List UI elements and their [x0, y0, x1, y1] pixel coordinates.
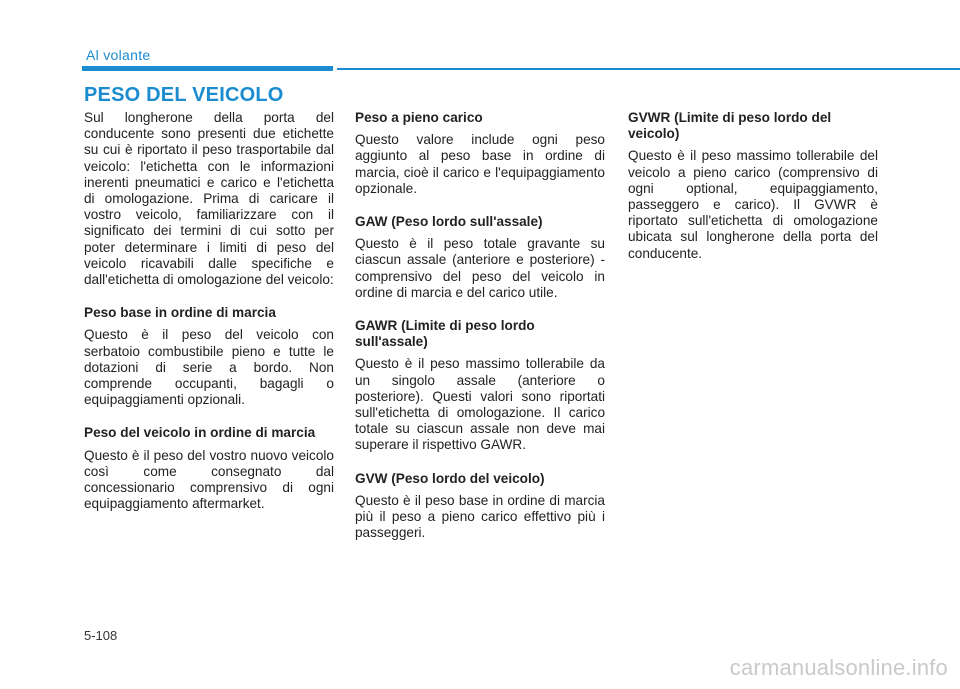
heading-gvwr: GVWR (Limite di peso lordo del veicolo) — [628, 110, 832, 142]
page-number: 5-108 — [84, 628, 118, 643]
heading-gaw: GAW (Peso lordo sull'assale) — [355, 214, 543, 230]
section-label: Al volante — [86, 47, 151, 63]
heading-pieno-carico: Peso a pieno carico — [355, 110, 483, 125]
text-column-1 — [84, 110, 334, 529]
heading-peso-ordine-marcia: Peso del veicolo in ordine di marcia — [84, 425, 316, 441]
paragraph-gawr: Questo è il peso massimo tollerabile da un singolo assale (anteriore o posteriore). Questi valori sono riportati sull'etichetta di omologazione. Il carico totale su ciascun assale non deve mai superare il rispettivo GAWR. — [355, 356, 605, 453]
header-rule-thick — [82, 66, 333, 71]
text-column-3 — [628, 110, 878, 279]
heading-gawr: GAWR (Limite di peso lordo sull'assale) — [355, 318, 535, 350]
watermark: carmanualsonline.info — [729, 655, 948, 680]
paragraph-peso-base: Questo è il peso del veicolo con serbatoio combustibile pieno e tutte le dotazioni di serie a bordo. Non comprende occupanti, bagagli o equipaggiamenti opzionali. — [84, 327, 334, 408]
paragraph-gvw: Questo è il peso base in ordine di marcia più il peso a pieno carico effettivo più i passeggeri. — [355, 492, 605, 541]
paragraph-peso-ordine-marcia: Questo è il peso del vostro nuovo veicolo così come consegnato dal concessionario comprensivo di ogni equipaggiamento aftermarket. — [84, 447, 334, 512]
heading-peso-base: Peso base in ordine di marcia — [84, 305, 276, 321]
paragraph-gaw: Questo è il peso totale gravante su ciascun assale (anteriore e posteriore) - comprensivo del peso del veicolo in ordine di marcia e del carico utile. — [355, 236, 605, 300]
paragraph-pieno-carico: Questo valore include ogni peso aggiunto al peso base in ordine di marcia, cioè il carico e l'equipaggiamento opzionale. — [355, 132, 605, 196]
paragraph-gvwr: Questo è il peso massimo tollerabile del veicolo a pieno carico (comprensivo di ogni optional, equipaggiamento, passeggero e carico). Il GVWR è riportato sull'etichetta di omologazione ubicata sul longherone della porta del conducente. — [628, 148, 878, 261]
intro-paragraph: Sul longherone della porta del conducente sono presenti due etichette su cui è riportato il peso trasportabile dal veicolo: l'etichetta con le informazioni inerenti pneumatici e carico e l'etichetta di omologazione. Prima di caricare il vostro veicolo, familiarizzare con il significato dei termini di cui sotto per poter determinare i limiti di peso del veicolo ricavabili dalle specifiche e dall'etichetta di omologazione del veicolo: — [84, 110, 334, 288]
heading-gvw: GVW (Peso lordo del veicolo) — [355, 470, 545, 486]
header-rule-thin — [337, 68, 960, 70]
page-title: PESO DEL VEICOLO — [84, 84, 284, 106]
text-column-2 — [355, 110, 605, 558]
